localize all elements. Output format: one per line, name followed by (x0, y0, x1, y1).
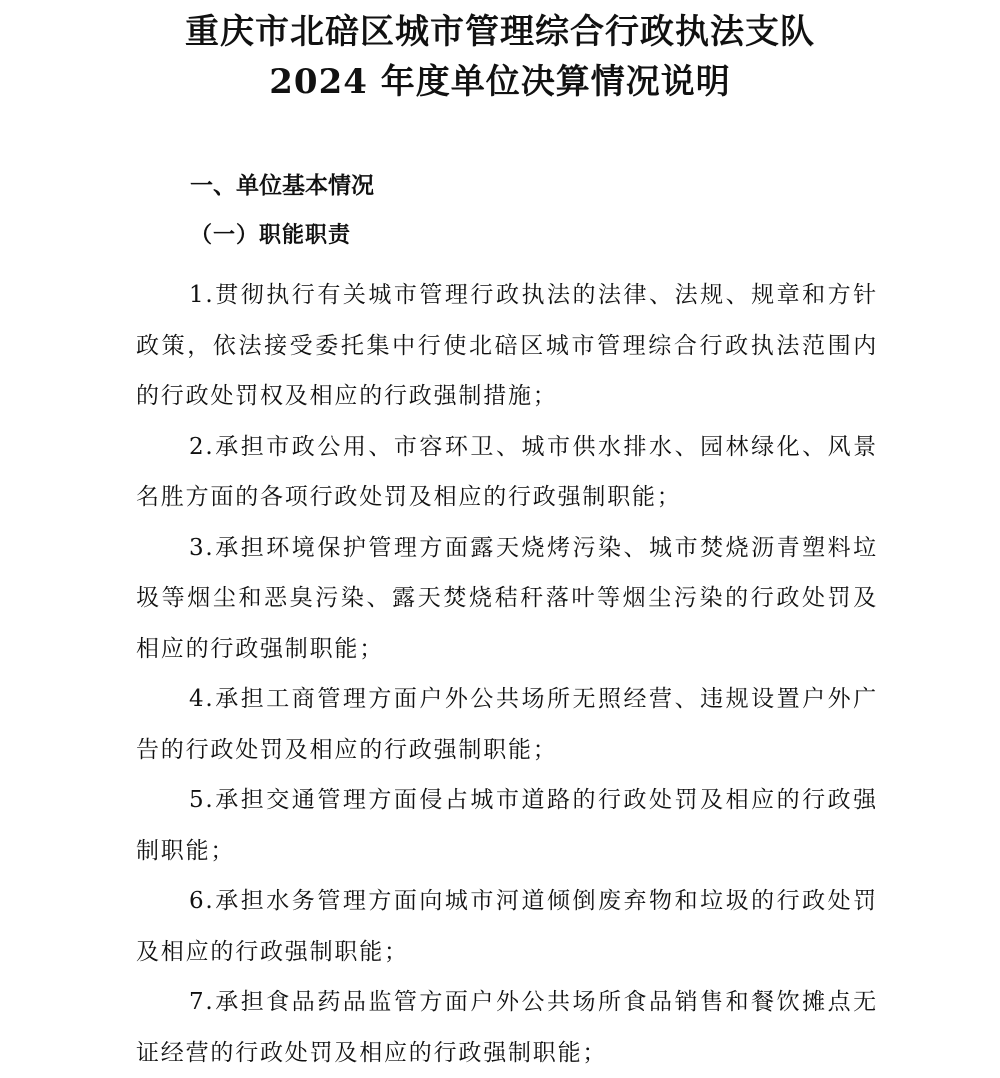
paragraph-3: 3.承担环境保护管理方面露天烧烤污染、城市焚烧沥青塑料垃圾等烟尘和恶臭污染、露天焚烧秸秆落叶等烟尘污染的行政处罚及相应的行政强制职能； (136, 534, 878, 662)
document-title-line-2: 2024 年度单位决算情况说明 (269, 62, 731, 102)
sub-heading: （一）职能职责 (190, 223, 352, 248)
paragraph-5: 5.承担交通管理方面侵占城市道路的行政处罚及相应的行政强制职能； (136, 787, 878, 864)
body-text (136, 270, 878, 1078)
paragraph-7: 7.承担食品药品监管方面户外公共场所食品销售和餐饮摊点无证经营的行政处罚及相应的行政强制职能； (136, 989, 878, 1066)
paragraph-1: 1.贯彻执行有关城市管理行政执法的法律、法规、规章和方针政策，依法接受委托集中行使北碚区城市管理综合行政执法范围内的行政处罚权及相应的行政强制措施； (136, 282, 878, 409)
section-heading: 一、单位基本情况 (190, 173, 374, 199)
document-title-line-1: 重庆市北碚区城市管理综合行政执法支队 (185, 12, 815, 52)
paragraph-6: 6.承担水务管理方面向城市河道倾倒废弃物和垃圾的行政处罚及相应的行政强制职能； (136, 888, 878, 965)
paragraph-4: 4.承担工商管理方面户外公共场所无照经营、违规设置户外广告的行政处罚及相应的行政强制职能； (136, 686, 878, 763)
paragraph-2: 2.承担市政公用、市容环卫、城市供水排水、园林绿化、风景名胜方面的各项行政处罚及相应的行政强制职能； (136, 433, 878, 510)
